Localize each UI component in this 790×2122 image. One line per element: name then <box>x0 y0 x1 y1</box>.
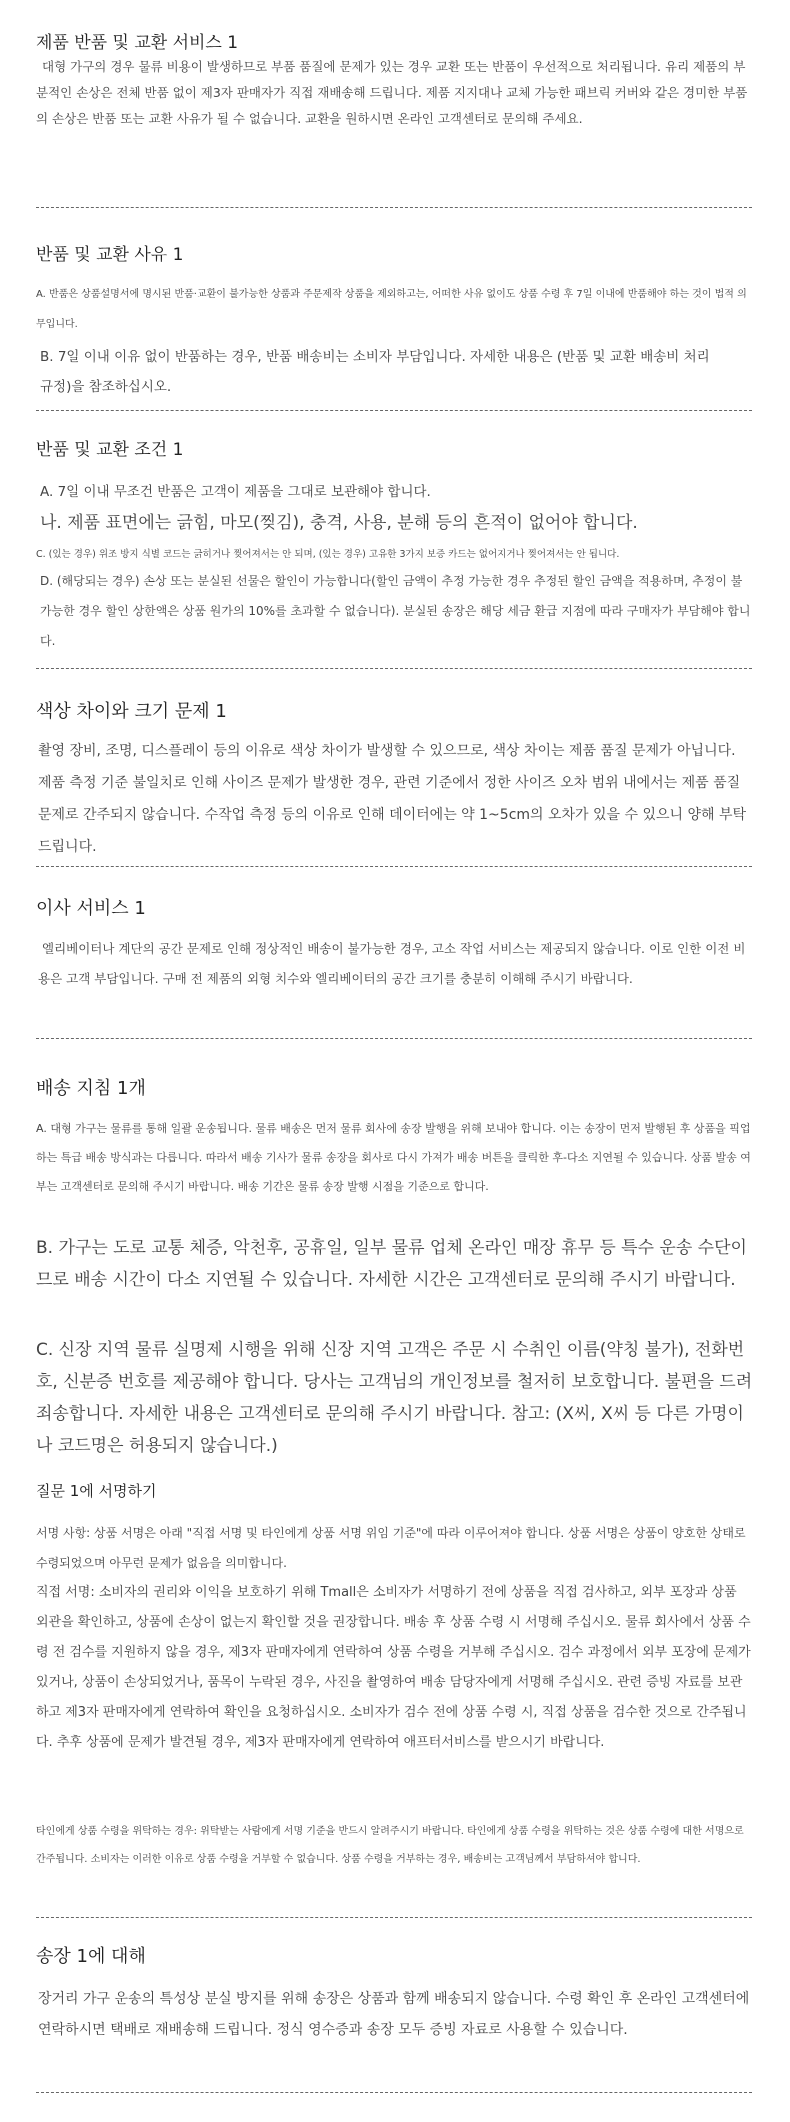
condition-a: A. 7일 이내 무조건 반품은 고객이 제품을 그대로 보관해야 합니다. <box>40 484 431 500</box>
divider <box>36 668 752 669</box>
section-body: 장거리 가구 운송의 특성상 분실 방지를 위해 송장은 상품과 함께 배송되지 않습니다. 수령 확인 후 온라인 고객센터에 연락하시면 택배로 재배송해 드립니다. 정식 영수증과 송장 모두 증빙 자료로 사용할 수 있습니다. <box>38 1991 750 2038</box>
section-body: 촬영 장비, 조명, 디스플레이 등의 이유로 색상 차이가 발생할 수 있으므로, 색상 차이는 제품 품질 문제가 아닙니다. 제품 측정 기준 불일치로 인해 사이즈 문제가 발생한 경우, 관련 기준에서 정한 사이즈 오차 범위 내에서는 제품 품질 문제로 간주되지 않습니다. 수작업 측정 등의 이유로 인해 데이터에는 약 1~5cm의 오차가 있을 수 있으니 양해 부탁드립니다. <box>38 743 747 855</box>
delivery-b: B. 가구는 도로 교통 체증, 악천후, 공휴일, 일부 물류 업체 온라인 매장 휴무 등 특수 운송 수단이므로 배송 시간이 다소 지연될 수 있습니다. 자세한 시간은 고객센터로 문의해 주시기 바랍니다. <box>36 1238 747 1290</box>
section-title: 질문 1에 서명하기 <box>36 1482 157 1500</box>
signing-delegate: 타인에게 상품 수령을 위탁하는 경우: 위탁받는 사람에게 서명 기준을 반드시 알려주시기 바랍니다. 타인에게 상품 수령을 위탁하는 것은 상품 수령에 대한 서명으로 간주됩니다. 소비자는 이러한 이유로 상품 수령을 거부할 수 없습니다. 상품 수령을 거부하는 경우, 배송비는 고객님께서 부담하셔야 합니다. <box>36 1826 744 1865</box>
section-title: 이사 서비스 1 <box>36 898 146 919</box>
section-title: 반품 및 교환 사유 1 <box>36 245 184 265</box>
condition-b: 나. 제품 표면에는 긁힘, 마모(찢김), 충격, 사용, 분해 등의 흔적이 없어야 합니다. <box>40 513 638 533</box>
section-body: 엘리베이터나 계단의 공간 문제로 인해 정상적인 배송이 불가능한 경우, 고소 작업 서비스는 제공되지 않습니다. 이로 인한 이전 비용은 고객 부담입니다. 구매 전 제품의 외형 치수와 엘리베이터의 공간 크기를 충분히 이해해 주시기 바랍니다. <box>38 941 746 986</box>
divider <box>36 1038 752 1039</box>
section-title: 송장 1에 대해 <box>36 1946 146 1967</box>
signing-items: 서명 사항: 상품 서명은 아래 "직접 서명 및 타인에게 상품 서명 위임 기준"에 따라 이루어져야 합니다. 상품 서명은 상품이 양호한 상태로 수령되었으며 아무런 문제가 없음을 의미합니다. <box>36 1526 746 1570</box>
divider <box>36 410 752 411</box>
divider <box>36 2092 752 2093</box>
delivery-c: C. 신장 지역 물류 실명제 시행을 위해 신장 지역 고객은 주문 시 수취인 이름(약칭 불가), 전화번호, 신분증 번호를 제공해야 합니다. 당사는 고객님의 개인정보를 철저히 보호합니다. 불편을 드려 죄송합니다. 자세한 내용은 고객센터로 문의해 주시기 바랍니다. 참고: (X씨, X씨 등 다른 가명이나 코드명은 허용되지 않습니다.) <box>36 1340 753 1456</box>
reason-b: B. 7일 이내 이유 없이 반품하는 경우, 반품 배송비는 소비자 부담입니다. 자세한 내용은 (반품 및 교환 배송비 처리 규정)을 참조하십시오. <box>40 349 710 395</box>
condition-d: D. (해당되는 경우) 손상 또는 분실된 선물은 할인이 가능합니다(할인 금액이 추정 가능한 경우 추정된 할인 금액을 적용하며, 추정이 불가능한 경우 할인 상한액은 상품 원가의 10%를 초과할 수 없습니다). 분실된 송장은 해당 세금 환급 지점에 따라 구매자가 부담해야 합니다. <box>40 574 751 648</box>
section-title: 배송 지침 1개 <box>36 1078 146 1099</box>
section-body: 대형 가구의 경우 물류 비용이 발생하므로 부품 품질에 문제가 있는 경우 교환 또는 반품이 우선적으로 처리됩니다. 유리 제품의 부분적인 손상은 전체 반품 없이 제3자 판매자가 직접 재배송해 드립니다. 제품 지지대나 교체 가능한 패브릭 커버와 같은 경미한 부품의 손상은 반품 또는 교환 사유가 될 수 없습니다. 교환을 원하시면 온라인 고객센터로 문의해 주세요. <box>36 59 748 126</box>
delivery-a: A. 대형 가구는 물류를 통해 일괄 운송됩니다. 물류 배송은 먼저 물류 회사에 송장 발행을 위해 보내야 합니다. 이는 송장이 먼저 발행된 후 상품을 픽업하는 특급 배송 방식과는 다릅니다. 따라서 배송 기사가 물류 송장을 회사로 다시 가져가 배송 버튼을 클릭한 후-다소 지연될 수 있습니다. 상품 발송 여부는 고객센터로 문의해 주시기 바랍니다. 배송 기간은 물류 송장 발행 시점을 기준으로 합니다. <box>36 1122 751 1193</box>
signing-direct: 직접 서명: 소비자의 권리와 이익을 보호하기 위해 Tmall은 소비자가 서명하기 전에 상품을 직접 검사하고, 외부 포장과 상품 외관을 확인하고, 상품에 손상이 없는지 확인할 것을 권장합니다. 배송 후 상품 수령 시 서명해 주십시오. 물류 회사에서 상품 수령 전 검수를 지원하지 않을 경우, 제3자 판매자에게 연락하여 상품 수령을 거부해 주십시오. 검수 과정에서 외부 포장에 문제가 있거나, 상품이 손상되었거나, 품목이 누락된 경우, 사진을 촬영하여 배송 담당자에게 서명해 주십시오. 관련 증빙 자료를 보관하고 제3자 판매자에게 연락하여 확인을 요청하십시오. 소비자가 검수 전에 상품 수령 시, 직접 상품을 검수한 것으로 간주됩니다. 추후 상품에 문제가 발견될 경우, 제3자 판매자에게 연락하여 애프터서비스를 받으시기 바랍니다. <box>36 1585 751 1750</box>
section-title: 반품 및 교환 조건 1 <box>36 440 184 460</box>
section-title: 색상 차이와 크기 문제 1 <box>36 701 227 722</box>
divider <box>36 207 752 208</box>
condition-c: C. (있는 경우) 위조 방지 식별 코드는 긁히거나 찢어져서는 안 되며, (있는 경우) 고유한 3가지 보증 카드는 없어지거나 찢어져서는 안 됩니다. <box>36 549 620 560</box>
reason-a: A. 반품은 상품설명서에 명시된 반품·교환이 불가능한 상품과 주문제작 상품을 제외하고는, 어떠한 사유 없이도 상품 수령 후 7일 이내에 반품해야 하는 것이 법적 의무입니다. <box>36 289 747 330</box>
divider <box>36 866 752 867</box>
divider <box>36 1917 752 1918</box>
section-title: 제품 반품 및 교환 서비스 1 <box>36 33 239 53</box>
